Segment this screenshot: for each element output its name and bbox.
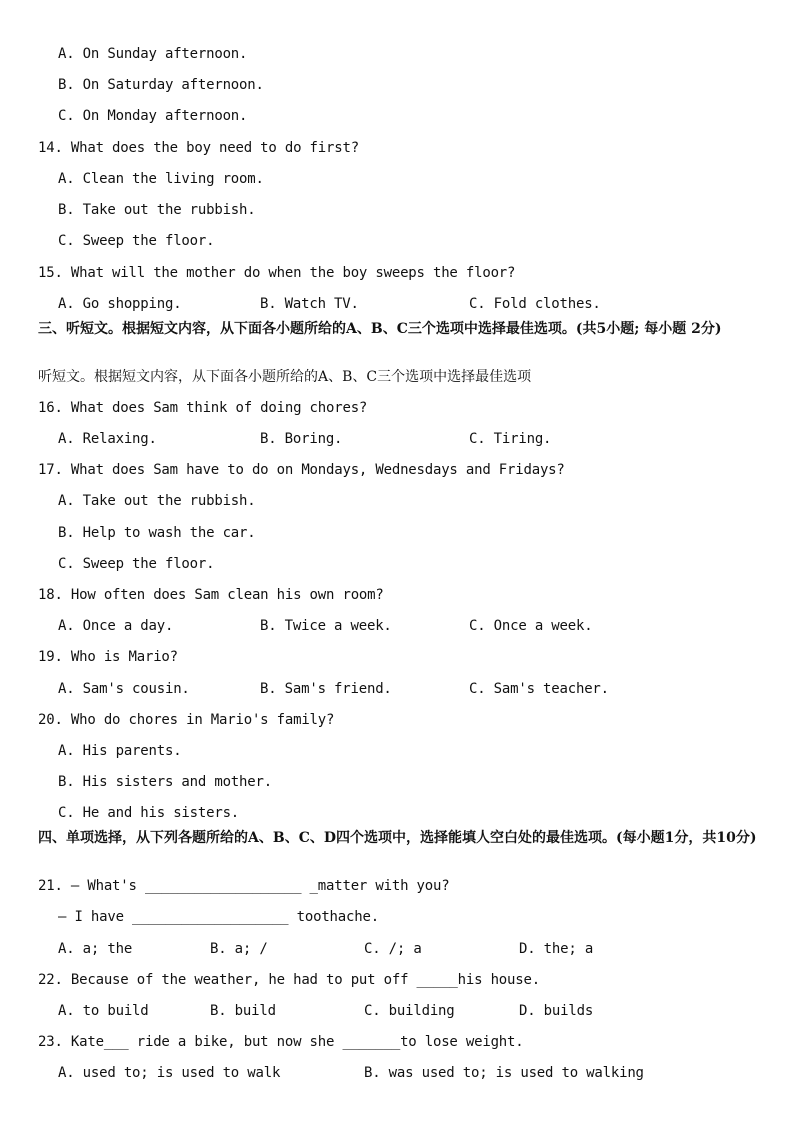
- q13-option-b: B. On Saturday afternoon.: [58, 77, 264, 93]
- q22-option-c: C. building: [364, 1003, 455, 1019]
- q16-option-b: B. Boring.: [260, 431, 343, 447]
- q22-option-a: A. to build: [58, 1003, 149, 1019]
- q21-option-d: D. the; a: [519, 941, 594, 957]
- q20-stem: 20. Who do chores in Mario's family?: [38, 712, 335, 728]
- q21-option-b: B. a; /: [210, 941, 268, 957]
- q18-option-a: A. Once a day.: [58, 618, 174, 634]
- q23-stem: 23. Kate___ ride a bike, but now she _______to lose weight.: [38, 1034, 524, 1050]
- q17-option-a: A. Take out the rubbish.: [58, 493, 256, 509]
- q16-stem: 16. What does Sam think of doing chores?: [38, 400, 368, 416]
- q14-option-c: C. Sweep the floor.: [58, 233, 215, 249]
- q13-option-a: A. On Sunday afternoon.: [58, 46, 248, 62]
- q17-stem: 17. What does Sam have to do on Mondays, Wednesdays and Fridays?: [38, 462, 565, 478]
- q13-option-c: C. On Monday afternoon.: [58, 108, 248, 124]
- q15-stem: 15. What will the mother do when the boy sweeps the floor?: [38, 265, 516, 281]
- q21-stem-line-2: — I have ___________________ toothache.: [58, 909, 379, 925]
- q17-option-b: B. Help to wash the car.: [58, 525, 256, 541]
- q22-stem: 22. Because of the weather, he had to put off _____his house.: [38, 972, 540, 988]
- q15-option-b: B. Watch TV.: [260, 296, 359, 312]
- q19-option-c: C. Sam's teacher.: [469, 681, 609, 697]
- q18-option-c: C. Once a week.: [469, 618, 593, 634]
- q16-option-c: C. Tiring.: [469, 431, 552, 447]
- q20-option-b: B. His sisters and mother.: [58, 774, 272, 790]
- q14-option-b: B. Take out the rubbish.: [58, 202, 256, 218]
- q21-option-a: A. a; the: [58, 941, 133, 957]
- q19-option-b: B. Sam's friend.: [260, 681, 392, 697]
- q15-option-a: A. Go shopping.: [58, 296, 182, 312]
- q20-option-a: A. His parents.: [58, 743, 182, 759]
- q23-option-b: B. was used to; is used to walking: [364, 1065, 644, 1081]
- q14-option-a: A. Clean the living room.: [58, 171, 264, 187]
- q18-stem: 18. How often does Sam clean his own room?: [38, 587, 384, 603]
- section-4-heading: 四、单项选择，从下列各题所给的A、B、C、D四个选项中，选择能填人空白处的最佳选项。(每小题1分，共10分): [38, 830, 757, 846]
- q19-option-a: A. Sam's cousin.: [58, 681, 190, 697]
- q22-option-d: D. builds: [519, 1003, 594, 1019]
- q19-stem: 19. Who is Mario?: [38, 649, 178, 665]
- q17-option-c: C. Sweep the floor.: [58, 556, 215, 572]
- q20-option-c: C. He and his sisters.: [58, 805, 240, 821]
- q21-stem-line-1: 21. — What's ___________________ _matter with you?: [38, 878, 450, 894]
- q23-option-a: A. used to; is used to walk: [58, 1065, 281, 1081]
- q14-stem: 14. What does the boy need to do first?: [38, 140, 359, 156]
- section-3-heading: 三、听短文。根据短文内容，从下面各小题所给的A、B、C三个选项中选择最佳选项。(共5小题; 每小题 2分): [38, 321, 722, 337]
- q16-option-a: A. Relaxing.: [58, 431, 157, 447]
- q18-option-b: B. Twice a week.: [260, 618, 392, 634]
- section-3-instruction: 听短文。根据短文内容，从下面各小题所给的A、B、C三个选项中选择最佳选项: [38, 369, 532, 385]
- q15-option-c: C. Fold clothes.: [469, 296, 601, 312]
- q22-option-b: B. build: [210, 1003, 276, 1019]
- q21-option-c: C. /; a: [364, 941, 422, 957]
